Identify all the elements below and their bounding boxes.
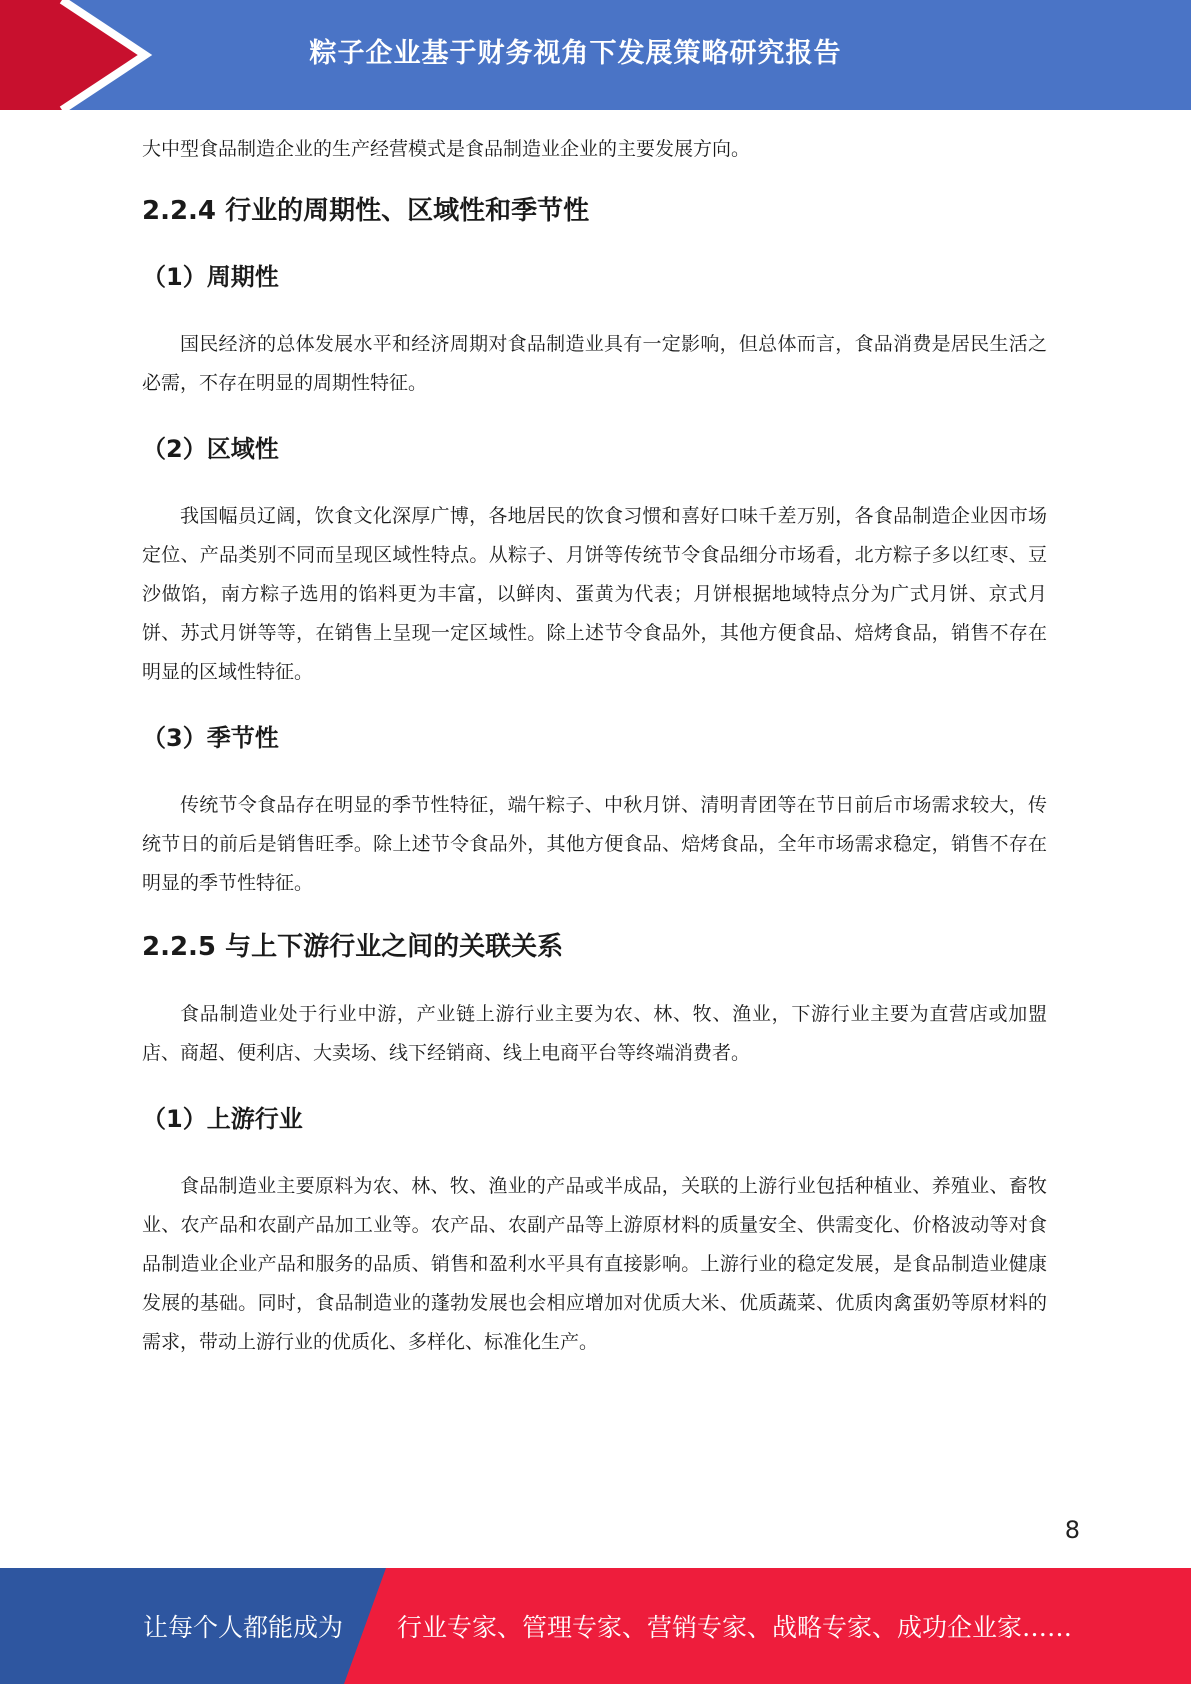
paragraph-regional: 我国幅员辽阔，饮食文化深厚广博，各地居民的饮食习惯和喜好口味千差万别，各食品制造企业因市场定位、产品类别不同而呈现区域性特点。从粽子、月饼等传统节令食品细分市场看，北方粽子多以红枣、豆沙做馅，南方粽子选用的馅料更为丰富，以鲜肉、蛋黄为代表；月饼根据地域特点分为广式月饼、京式月饼、苏式月饼等等，在销售上呈现一定区域性。除上述节令食品外，其他方便食品、焙烤食品，销售不存在明显的区域性特征。 bbox=[142, 505, 1047, 683]
paragraph-industry-chain: 食品制造业处于行业中游，产业链上游行业主要为农、林、牧、渔业，下游行业主要为直营店或加盟店、商超、便利店、大卖场、线下经销商、线上电商平台等终端消费者。 bbox=[142, 1003, 1047, 1064]
heading-section-2-2-4: 2.2.4 行业的周期性、区域性和季节性 bbox=[142, 196, 590, 226]
heading-section-2-2-5: 2.2.5 与上下游行业之间的关联关系 bbox=[142, 932, 564, 962]
heading-upstream: （1）上游行业 bbox=[142, 1105, 303, 1133]
footer-slogan-left: 让每个人都能成为 bbox=[143, 1613, 344, 1642]
paragraph-seasonal: 传统节令食品存在明显的季节性特征，端午粽子、中秋月饼、清明青团等在节日前后市场需求较大，传统节日的前后是销售旺季。除上述节令食品外，其他方便食品、焙烤食品，全年市场需求稳定，销售不存在明显的季节性特征。 bbox=[142, 794, 1047, 894]
page-number: 8 bbox=[1064, 1516, 1080, 1544]
heading-seasonal: （3）季节性 bbox=[142, 724, 279, 752]
paragraph-intro-tail: 大中型食品制造企业的生产经营模式是食品制造业企业的主要发展方向。 bbox=[142, 138, 751, 160]
page-footer bbox=[0, 1568, 1191, 1684]
paragraph-upstream: 食品制造业主要原料为农、林、牧、渔业的产品或半成品，关联的上游行业包括种植业、养殖业、畜牧业、农产品和农副产品加工业等。农产品、农副产品等上游原材料的质量安全、供需变化、价格波动等对食品制造业企业产品和服务的品质、销售和盈利水平具有直接影响。上游行业的稳定发展，是食品制造业健康发展的基础。同时，食品制造业的蓬勃发展也会相应增加对优质大米、优质蔬菜、优质肉禽蛋奶等原材料的需求，带动上游行业的优质化、多样化、标准化生产。 bbox=[142, 1175, 1047, 1353]
heading-cyclical: （1）周期性 bbox=[142, 263, 279, 291]
paragraph-cyclical: 国民经济的总体发展水平和经济周期对食品制造业具有一定影响，但总体而言，食品消费是居民生活之必需，不存在明显的周期性特征。 bbox=[142, 333, 1047, 394]
page-header bbox=[0, 0, 1191, 110]
footer-slogan-right: 行业专家、管理专家、营销专家、战略专家、成功企业家…… bbox=[397, 1613, 1073, 1642]
heading-regional: （2）区域性 bbox=[142, 435, 279, 463]
report-title: 粽子企业基于财务视角下发展策略研究报告 bbox=[309, 37, 842, 69]
document-body bbox=[142, 130, 1047, 1362]
